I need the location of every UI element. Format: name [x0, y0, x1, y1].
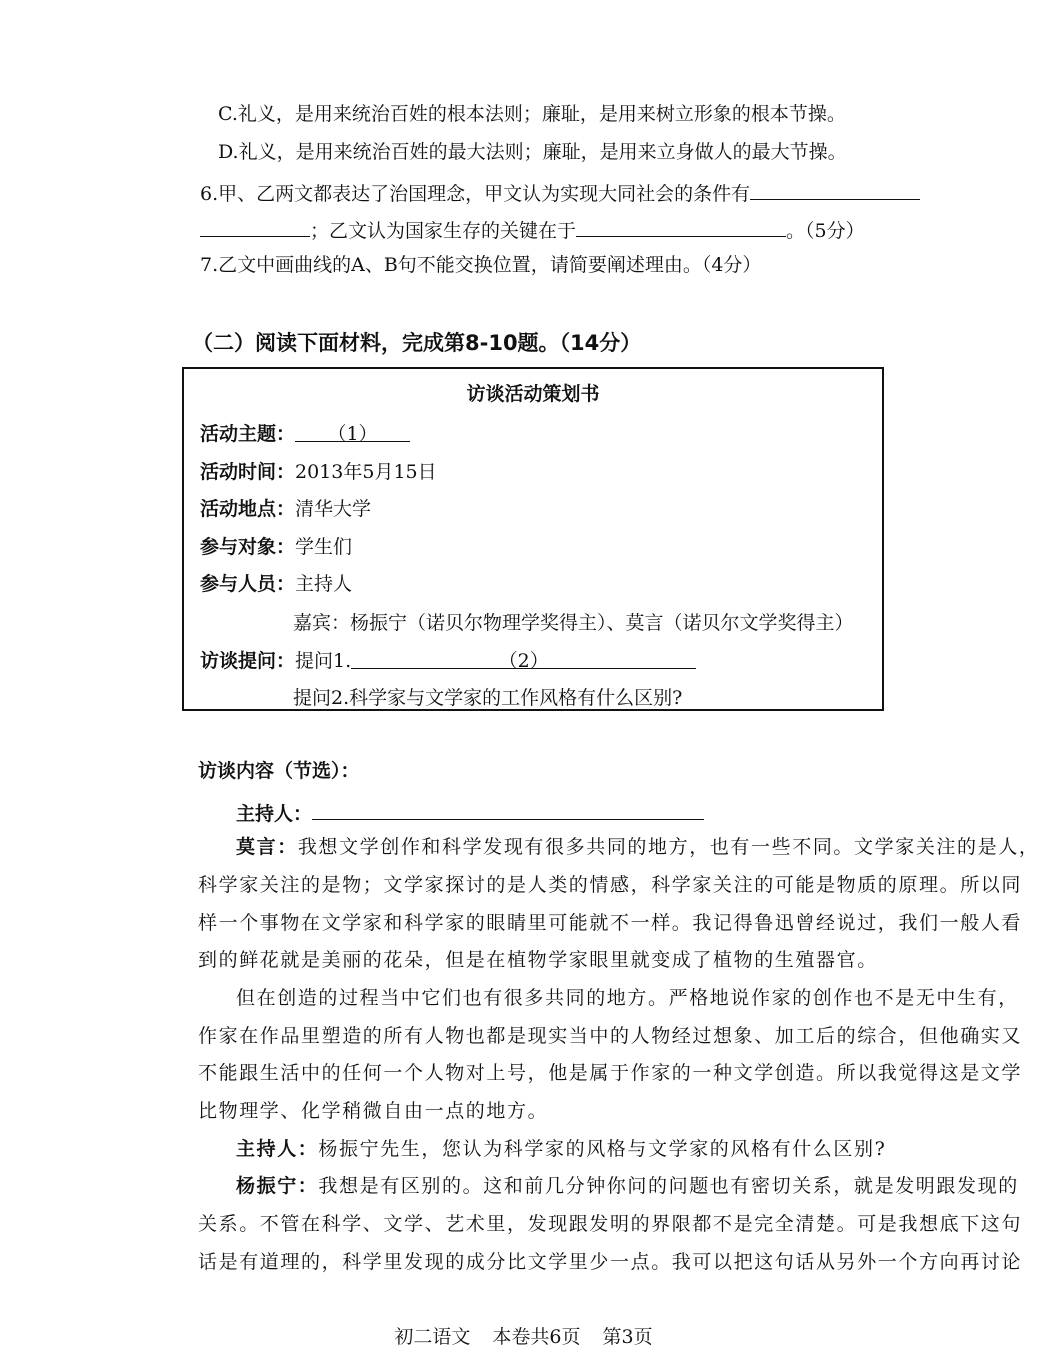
plan-questions-label: 访谈提问： [200, 650, 296, 672]
yang-line-2: 关系。不管在科学、文学、艺术里，发现跟发明的界限都不是完全清楚。可是我想底下这句 [198, 1213, 1023, 1235]
plan-questions-row [200, 646, 696, 673]
plan-q1-prefix: 提问1. [295, 650, 352, 672]
moyan-line-2: 科学家关注的是物；文学家探讨的是人类的情感，科学家关注的可能是物质的原理。所以同 [198, 874, 1023, 896]
plan-guests: 嘉宾：杨振宁（诺贝尔物理学奖得主）、莫言（诺贝尔文学奖得主） [293, 612, 854, 634]
yang-line-1 [236, 1173, 1019, 1199]
speaker-moyan: 莫言： [236, 836, 298, 858]
plan-people-row [200, 569, 352, 596]
plan-q2: 提问2.科学家与文学家的工作风格有什么区别? [293, 687, 683, 709]
q7-question: 7.乙文中画曲线的A、B句不能交换位置，请简要阐述理由。（4分） [200, 254, 762, 276]
interview-host-line [236, 797, 704, 827]
plan-people-label: 参与人员： [200, 573, 296, 595]
plan-theme-label: 活动主题： [200, 423, 296, 445]
yang-text-1: 我想是有区别的。这和前几分钟你问的问题也有密切关系，就是发明跟发现的 [318, 1175, 1019, 1197]
plan-time-label: 活动时间： [200, 461, 296, 483]
q5-option-c: C.礼义，是用来统治百姓的根本法则；廉耻，是用来树立形象的根本节操。 [218, 103, 846, 125]
plan-place-row [200, 494, 371, 521]
host-question-text: 杨振宁先生，您认为科学家的风格与文学家的风格有什么区别? [318, 1138, 887, 1160]
q6-answer-blank-2[interactable] [200, 214, 310, 237]
host-answer-blank[interactable] [312, 797, 704, 820]
host-label: 主持人： [236, 803, 313, 825]
q6-text-part3: 。（5分） [786, 220, 865, 242]
plan-people-value: 主持人 [295, 573, 353, 595]
q6-line-1 [200, 177, 920, 207]
plan-place-value: 清华大学 [295, 498, 372, 520]
moyan-line-3: 样一个事物在文学家和科学家的眼睛里可能就不一样。我记得鲁迅曾经说过，我们一般人看 [198, 912, 1023, 934]
section-2-heading: （二）阅读下面材料，完成第8-10题。（14分） [192, 331, 642, 355]
interview-heading: 访谈内容（节选）： [198, 760, 360, 782]
moyan-p2-line-4: 比物理学、化学稍微自由一点的地方。 [198, 1100, 549, 1122]
q5-option-d: D.礼义，是用来统治百姓的最大法则；廉耻，是用来立身做人的最大节操。 [218, 141, 847, 163]
moyan-p2-line-2: 作家在作品里塑造的所有人物也都是现实当中的人物经过想象、加工后的综合，但他确实又 [198, 1025, 1023, 1047]
page-footer [0, 1322, 1047, 1349]
yang-line-3: 话是有道理的，科学里发现的成分比文学里少一点。我可以把这句话从另外一个方向再讨论 [198, 1251, 1023, 1273]
moyan-line-4: 到的鲜花就是美丽的花朵，但是在植物学家眼里就变成了植物的生殖器官。 [198, 949, 878, 971]
plan-time-row [200, 457, 437, 484]
plan-time-value: 2013年5月15日 [295, 461, 437, 483]
speaker-yang: 杨振宁： [236, 1175, 319, 1197]
q6-answer-blank-3[interactable] [576, 214, 786, 237]
q6-text-part2: ；乙文认为国家生存的关键在于 [310, 220, 577, 242]
plan-audience-row [200, 532, 352, 559]
footer-subject: 初二语文 [394, 1326, 471, 1348]
footer-total-pages: 本卷共6页 [492, 1326, 581, 1348]
interview-plan-box [182, 367, 884, 711]
q6-answer-blank-1[interactable] [750, 177, 920, 200]
plan-q1-blank[interactable]: （2） [351, 646, 696, 669]
host-question-line [236, 1136, 886, 1162]
plan-place-label: 活动地点： [200, 498, 296, 520]
speaker-host: 主持人： [236, 1138, 319, 1160]
plan-theme-blank[interactable]: （1） [295, 419, 410, 442]
moyan-line-1 [236, 834, 1039, 860]
moyan-p2-line-3: 不能跟生活中的任何一个人物对上号，他是属于作家的一种文学创造。所以我觉得这是文学 [198, 1062, 1023, 1084]
plan-audience-label: 参与对象： [200, 536, 296, 558]
q6-text-part1: 6.甲、乙两文都表达了治国理念，甲文认为实现大同社会的条件有 [200, 183, 751, 205]
plan-title: 访谈活动策划书 [466, 383, 600, 405]
moyan-p2-line-1: 但在创造的过程当中它们也有很多共同的地方。严格地说作家的创作也不是无中生有， [236, 987, 1019, 1009]
footer-current-page: 第3页 [602, 1326, 653, 1348]
q6-line-2 [200, 214, 865, 244]
plan-theme-row [200, 419, 410, 446]
moyan-text-1: 我想文学创作和科学发现有很多共同的地方，也有一些不同。文学家关注的是人， [297, 836, 1040, 858]
plan-audience-value: 学生们 [295, 536, 353, 558]
